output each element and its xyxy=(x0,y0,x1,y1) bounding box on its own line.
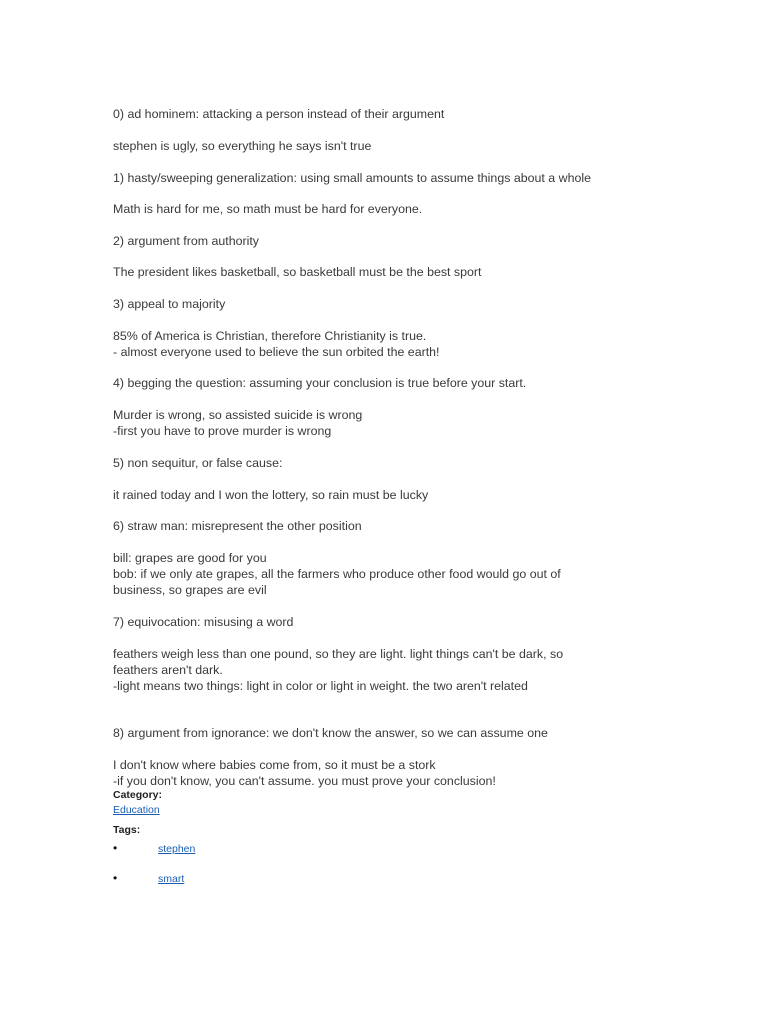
fallacy-7-example-line-2: feathers aren't dark. xyxy=(113,663,223,677)
fallacy-4-example-line-2: -first you have to prove murder is wrong xyxy=(113,424,332,438)
fallacy-4-example-line-1: Murder is wrong, so assisted suicide is wrong xyxy=(113,408,363,422)
fallacy-5-example: it rained today and I won the lottery, so rain must be lucky xyxy=(113,488,429,502)
fallacy-6-example-line-1: bill: grapes are good for you xyxy=(113,551,267,565)
tag-link-smart[interactable]: smart xyxy=(158,873,185,885)
bullet-icon: • xyxy=(113,841,118,855)
tag-link-stephen[interactable]: stephen xyxy=(158,843,196,855)
fallacy-7-example-line-1: feathers weigh less than one pound, so they are light. light things can't be dark, so xyxy=(113,647,564,661)
fallacy-6-example-line-3: business, so grapes are evil xyxy=(113,583,267,597)
fallacy-3-example xyxy=(113,328,439,360)
category-label: Category: xyxy=(113,789,163,801)
fallacy-8-heading: 8) argument from ignorance: we don't know the answer, so we can assume one xyxy=(113,726,548,740)
bullet-icon: • xyxy=(113,871,118,885)
fallacy-8-example-line-1: I don't know where babies come from, so it must be a stork xyxy=(113,758,436,772)
fallacy-2-example: The president likes basketball, so basketball must be the best sport xyxy=(113,265,482,279)
category-link[interactable]: Education xyxy=(113,804,160,816)
fallacy-6-example-line-2: bob: if we only ate grapes, all the farmers who produce other food would go out of xyxy=(113,567,561,581)
fallacy-4-example xyxy=(113,407,362,439)
fallacy-1-heading: 1) hasty/sweeping generalization: using small amounts to assume things about a whole xyxy=(113,171,592,185)
fallacy-6-example xyxy=(113,550,561,598)
fallacy-5-heading: 5) non sequitur, or false cause: xyxy=(113,456,283,470)
fallacy-6-heading: 6) straw man: misrepresent the other position xyxy=(113,519,362,533)
fallacy-0-example: stephen is ugly, so everything he says isn't true xyxy=(113,139,372,153)
fallacy-1-example: Math is hard for me, so math must be hard for everyone. xyxy=(113,202,423,216)
fallacy-8-example xyxy=(113,757,496,789)
tags-label: Tags: xyxy=(113,824,141,836)
fallacy-3-example-line-2: - almost everyone used to believe the sun orbited the earth! xyxy=(113,345,440,359)
fallacy-3-example-line-1: 85% of America is Christian, therefore Christianity is true. xyxy=(113,329,427,343)
fallacy-7-heading: 7) equivocation: misusing a word xyxy=(113,615,294,629)
fallacy-4-heading: 4) begging the question: assuming your conclusion is true before your start. xyxy=(113,376,527,390)
fallacy-7-example-line-3: -light means two things: light in color or light in weight. the two aren't related xyxy=(113,679,528,693)
fallacy-8-example-line-2: -if you don't know, you can't assume. you must prove your conclusion! xyxy=(113,774,496,788)
fallacy-7-example xyxy=(113,646,563,694)
fallacy-2-heading: 2) argument from authority xyxy=(113,234,259,248)
fallacy-0-heading: 0) ad hominem: attacking a person instead of their argument xyxy=(113,107,445,121)
fallacy-3-heading: 3) appeal to majority xyxy=(113,297,226,311)
